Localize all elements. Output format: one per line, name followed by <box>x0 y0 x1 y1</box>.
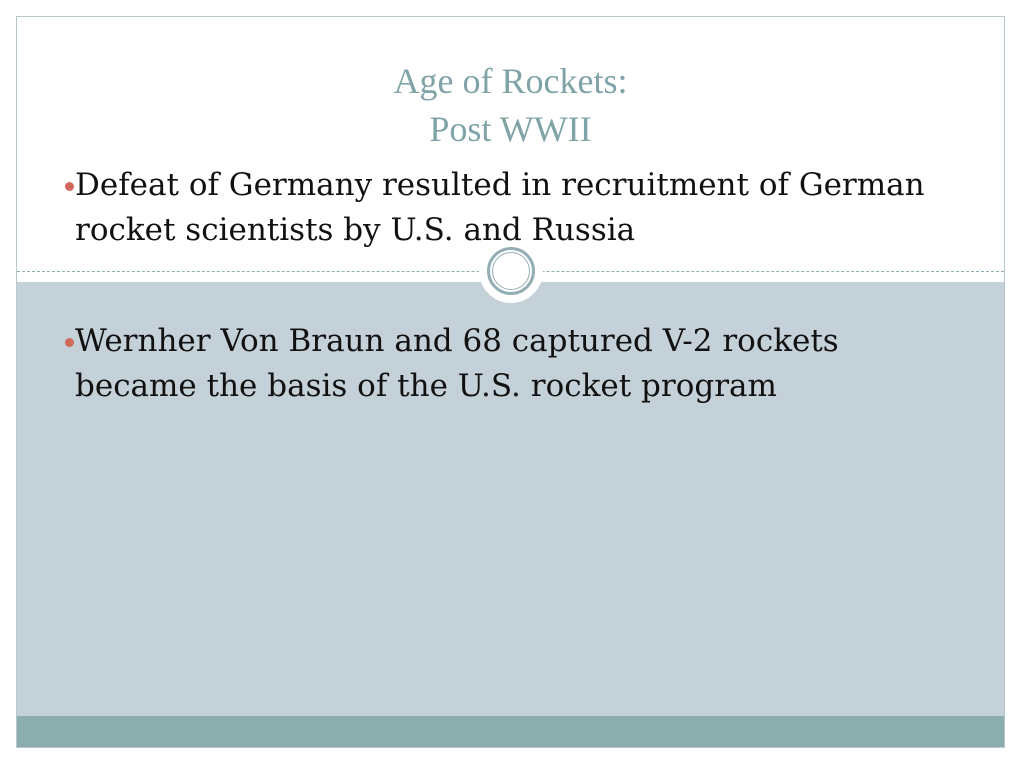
bullet-item-1 <box>75 163 955 253</box>
slide-title <box>17 57 1004 153</box>
bullet-item-2 <box>75 319 955 409</box>
bullet-dot-icon <box>65 182 74 191</box>
slide-title-line-2: Post WWII <box>429 109 592 149</box>
bullet-dot-icon <box>65 338 74 347</box>
slide-frame <box>16 16 1005 748</box>
footer-band <box>17 716 1004 748</box>
slide-title-line-1: Age of Rockets: <box>393 61 628 101</box>
bullet-text-2: Wernher Von Braun and 68 captured V-2 rockets became the basis of the U.S. rocket program <box>75 323 839 404</box>
bullet-text-1: Defeat of Germany resulted in recruitment of German rocket scientists by U.S. and Russia <box>75 167 925 248</box>
divider-ornament-inner-ring <box>492 252 530 290</box>
